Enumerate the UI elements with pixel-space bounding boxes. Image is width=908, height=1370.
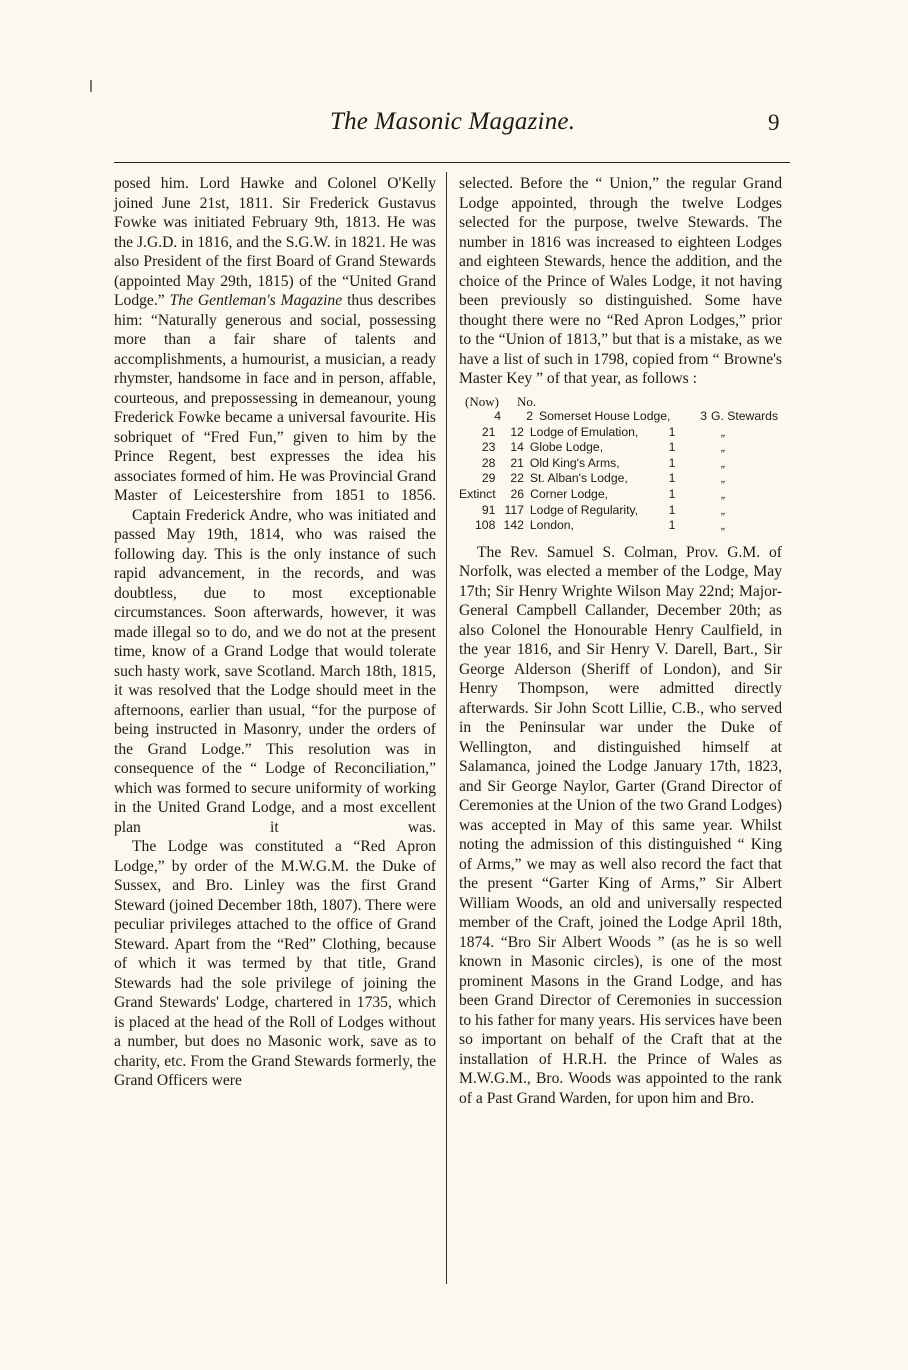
lodge-now-number: 28 [481, 455, 496, 470]
page-title: The Masonic Magazine. [330, 108, 576, 135]
lodge-old-number: 21 [510, 455, 524, 470]
paragraph-text: thus describes him: “Naturally generous and social, possessing more than a fair share of talents and accomplishments, a humourist, a musician, a ready rhymster, handsome in face and in person, affable, courteous, and prepossessing in demeanour, young Frederick Fowke became a universal favourite. His sobriquet of “Fred Fun,” given to him by the Prince Regent, best expresses the idea his associates formed of him. He was Provincial Grand Master of Leicestershire from 1851 to 1856. [114, 292, 437, 504]
lodge-old-number: 22 [510, 471, 524, 486]
paragraph: Captain Frederick Andre, who was initiated and passed May 19th, 1814, who was raised the following day. This is the only instance of such rapid advancement, in the records, and was doubtless, due to most exceptionable circumstances. Soon afterwards, however, it was made illegal so to do, and we do not at the present time, know of a Grand Lodge that would tolerate such hasty work, save Scotland. March 18th, 1815, it was resolved that the Lodge should meet in the afternoons, earlier than usual, “for the purpose of being instructed in Masonry, under the orders of the Grand Lodge.” This resolution was in consequence of the “ Lodge of Reconciliation,” which was formed to secure uniformity of working in the United Grand Lodge, and a most excellent plan it was. [114, 506, 436, 836]
lodge-old-number: 142 [503, 518, 524, 533]
list-header-now: (Now) [465, 393, 499, 409]
lodge-steward-count: 1 [668, 487, 676, 502]
lodge-stewards: „ [721, 518, 726, 533]
lodge-name: Old King's Arms, [529, 455, 620, 470]
lodge-row [459, 503, 782, 519]
paragraph: selected. Before the “ Union,” the regular Grand Lodge appointed, through the twelve Lodges selected for the purpose, twelve Stewards. The number in 1816 was increased to eighteen Lodges and eighteen Stewards, hence the addition, and the choice of the Prince of Wales Lodge, it not having been previously so distinguished. Some have thought there were no “Red Apron Lodges,” prior to the “Union of 1813,” but that is a mistake, as we have a list of such in 1798, copied from “ Browne's Master Key ” of that year, as follows : [459, 175, 782, 387]
lodge-old-number: 117 [504, 502, 524, 517]
lodge-now-number: Extinct [459, 487, 496, 502]
list-header-no: No. [517, 393, 537, 409]
lodge-old-number: 2 [526, 409, 533, 424]
lodge-name: Corner Lodge, [530, 487, 608, 502]
lodge-now-number: 23 [481, 440, 496, 455]
lodge-name: St. Alban's Lodge, [529, 471, 628, 486]
page-number: 9 [768, 110, 780, 135]
lodge-stewards: G. Stewards [711, 409, 779, 424]
column-divider [446, 172, 447, 1284]
lodge-stewards: „ [721, 502, 726, 517]
publication-title: The Gentleman's Magazine [169, 292, 343, 309]
lodge-row [459, 518, 782, 534]
lodge-name: Somerset House Lodge, [539, 409, 671, 424]
lodge-name: Lodge of Emulation, [529, 424, 639, 439]
lodge-steward-count: 1 [668, 471, 676, 486]
lodge-now-number: 4 [494, 409, 501, 424]
lodge-row [459, 487, 782, 503]
lodge-now-number: 108 [475, 518, 496, 533]
paragraph: The Lodge was constituted a “Red Apron Lodge,” by order of the M.W.G.M. the Duke of Sussex, and Bro. Linley was the first Grand Steward (joined December 18th, 1807). There were peculiar privileges attached to the office of Grand Steward. Apart from the “Red” Clothing, because of which it was termed by that title, Grand Stewards had the sole privilege of joining the Grand Stewards' Lodge, chartered in 1735, which is placed at the head of the Roll of Lodges without a number, but does no Masonic work, save as to charity, etc. From the Grand Stewards formerly, the Grand Officers were [114, 838, 436, 1089]
lodge-row [459, 409, 782, 425]
right-column [459, 174, 782, 1108]
lodge-old-number: 14 [510, 440, 524, 455]
lodge-stewards: „ [721, 487, 726, 502]
lodge-steward-count: 1 [668, 424, 676, 439]
lodge-row [459, 471, 782, 487]
lodge-row [459, 440, 782, 456]
lodge-steward-count: 1 [668, 518, 676, 533]
header-rule [114, 162, 790, 163]
paragraph [114, 174, 436, 506]
lodge-name: Lodge of Regularity, [529, 502, 639, 517]
lodge-now-number: 29 [481, 471, 496, 486]
left-column [114, 174, 436, 1091]
lodge-stewards: „ [721, 424, 726, 439]
paragraph: The Rev. Samuel S. Colman, Prov. G.M. of Norfolk, was elected a member of the Lodge, May 17th; Sir Henry Wrighte Wilson May 22nd; Major-General Campbell Callander, December 20th; as also Colonel the Honourable Henry Caulfield, in the year 1816, and Sir Henry V. Darell, Bart., Sir George Alderson (Sheriff of London), and Sir Henry Thompson, were admitted directly afterwards. Sir John Scott Lillie, C.B., who served in the Peninsular war under the Duke of Wellington, and distinguished himself at Salamanca, joined the Lodge January 17th, 1823, and Sir George Naylor, Garter (Grand Director of Ceremonies at the Union of the two Grand Lodges) was accepted in May of this same year. Whilst noting the admission of this distinguished “ King of Arms,” we may as well also record the fact that the present “Garter King of Arms,” Sir Albert William Woods, an old and universally respected member of the Craft, joined the Lodge April 18th, 1874. “Bro Sir Albert Woods ” (as he is so well known in Masonic circles), is one of the most prominent Masons in the Grand Lodge, and has been Grand Director of Ceremonies in succession to his father for many years. His services have been so important on behalf of the Craft that at the installation of H.R.H. the Prince of Wales as M.W.G.M., Bro. Woods was appointed to the rank of a Past Grand Warden, for upon him and Bro. [459, 543, 782, 1107]
lodge-list-header [459, 394, 782, 410]
lodge-now-number: 21 [481, 424, 496, 439]
lodge-name: London, [529, 518, 574, 533]
lodge-list [459, 394, 782, 534]
lodge-row [459, 456, 782, 472]
lodge-now-number: 91 [481, 502, 496, 517]
lodge-steward-count: 1 [668, 502, 676, 517]
lodge-stewards: „ [721, 471, 726, 486]
lodge-steward-count: 3 [700, 409, 707, 424]
lodge-name: Globe Lodge, [529, 440, 604, 455]
lodge-stewards: „ [721, 440, 726, 455]
lodge-stewards: „ [721, 455, 726, 470]
lodge-old-number: 12 [510, 424, 524, 439]
lodge-row [459, 425, 782, 441]
lodge-old-number: 26 [510, 487, 525, 502]
paragraph-text: posed him. Lord Hawke and Colonel O'Kelly joined June 21st, 1811. Sir Frederick Gustavus Fowke was initiated February 9th, 1813. He was the J.G.D. in 1816, and the S.G.W. in 1821. He was also President of the first Board of Grand Stewards (appointed May 29th, 1815) of the “United Grand Lodge.” [114, 175, 436, 309]
lodge-steward-count: 1 [668, 440, 676, 455]
margin-mark [90, 80, 92, 92]
lodge-rows [459, 409, 782, 534]
lodge-steward-count: 1 [668, 455, 676, 470]
